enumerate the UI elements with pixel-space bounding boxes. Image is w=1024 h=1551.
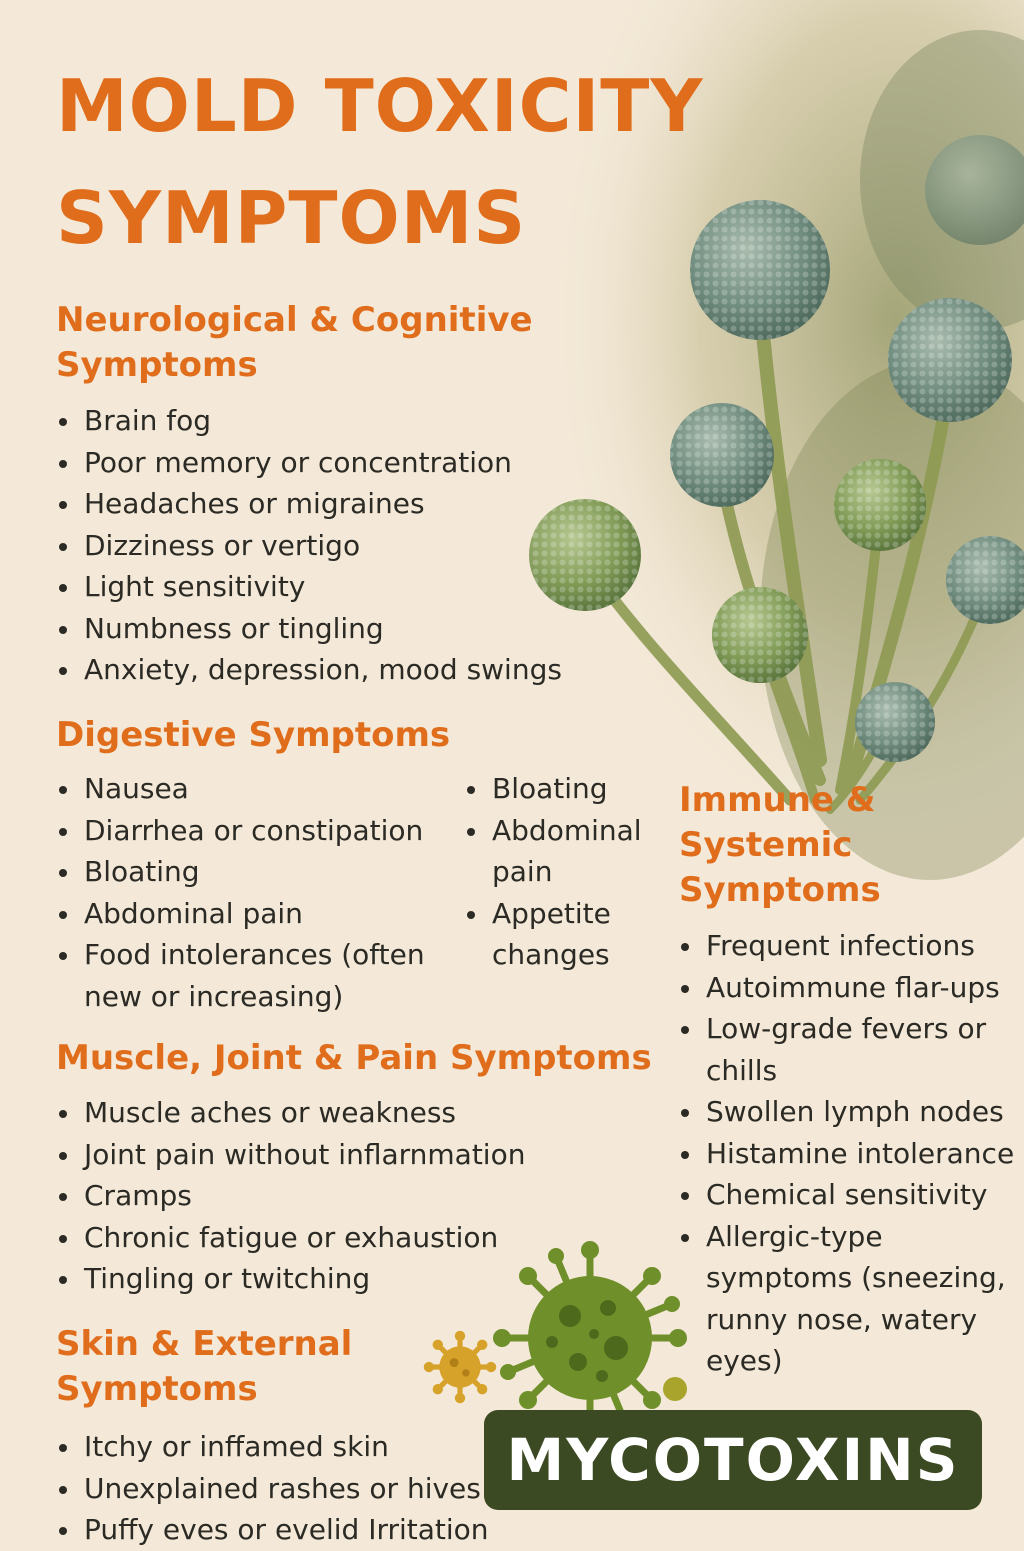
list-item: Diarrhea or constipation — [57, 810, 452, 852]
mycotoxins-badge — [484, 1410, 982, 1510]
list-item: Swollen lymph nodes — [679, 1091, 1019, 1133]
heading-line: Symptoms — [679, 870, 881, 910]
neurological-list — [57, 400, 617, 691]
heading-line: Digestive Symptoms — [56, 715, 451, 755]
section-heading-skin — [56, 1322, 352, 1412]
page-title — [56, 50, 704, 274]
list-item: Bloating — [465, 768, 665, 810]
badge-label: MYCOTOXINS — [506, 1426, 960, 1494]
list-item: Abdominal pain — [465, 810, 665, 893]
section-heading-digestive — [56, 713, 450, 758]
list-item: Tingling or twitching — [57, 1258, 617, 1300]
list-item: Autoimmune flar-ups — [679, 967, 1019, 1009]
heading-line: Immune & — [679, 780, 876, 820]
spore-dot-icon — [660, 1374, 690, 1404]
heading-line: Skin & External — [56, 1324, 353, 1364]
list-item: Brain fog — [57, 400, 617, 442]
heading-line: Muscle, Joint & Pain Symptoms — [56, 1038, 652, 1078]
list-item: Chronic fatigue or exhaustion — [57, 1217, 617, 1259]
list-item: Joint pain without inflarnmation — [57, 1134, 617, 1176]
heading-line: Symptoms — [56, 345, 258, 385]
skin-list — [57, 1426, 527, 1551]
list-item: Numbness or tingling — [57, 608, 617, 650]
virus-icon-green — [490, 1238, 690, 1438]
list-item: Light sensitivity — [57, 566, 617, 608]
list-item: Muscle aches or weakness — [57, 1092, 617, 1134]
immune-list — [679, 925, 1019, 1382]
list-item: Chemical sensitivity — [679, 1174, 1019, 1216]
list-item: Poor memory or concentration — [57, 442, 617, 484]
heading-line: Neurological & Cognitive — [56, 300, 533, 340]
list-item: Allergic-type symptoms (sneezing, runny nose, watery eyes) — [679, 1216, 1019, 1382]
title-line: SYMPTOMS — [56, 176, 527, 260]
list-item: Histamine intolerance — [679, 1133, 1019, 1175]
list-item: Appetite changes — [465, 893, 665, 976]
list-item: Cramps — [57, 1175, 617, 1217]
list-item: Itchy or inffamed skin — [57, 1426, 527, 1468]
title-line: MOLD TOXICITY — [56, 64, 704, 148]
section-heading-neurological — [56, 298, 533, 388]
list-item: Anxiety, depression, mood swings — [57, 649, 617, 691]
heading-line: Symptoms — [56, 1369, 258, 1409]
list-item: Puffy eves or evelid Irritation — [57, 1509, 527, 1551]
virus-icon-yellow — [423, 1330, 497, 1404]
list-item: Headaches or migraines — [57, 483, 617, 525]
list-item: Nausea — [57, 768, 452, 810]
section-heading-immune — [679, 778, 881, 913]
list-item: Bloating — [57, 851, 452, 893]
heading-line: Systemic — [679, 825, 853, 865]
digestive-list — [57, 768, 452, 1017]
list-item: Dizziness or vertigo — [57, 525, 617, 567]
list-item: Low-grade fevers or chills — [679, 1008, 1019, 1091]
list-item: Unexplained rashes or hives — [57, 1468, 527, 1510]
section-heading-muscle — [56, 1036, 652, 1081]
list-item: Abdominal pain — [57, 893, 452, 935]
list-item: Food intolerances (often new or increasing) — [57, 934, 452, 1017]
digestive-list-extra — [465, 768, 665, 976]
list-item: Frequent infections — [679, 925, 1019, 967]
